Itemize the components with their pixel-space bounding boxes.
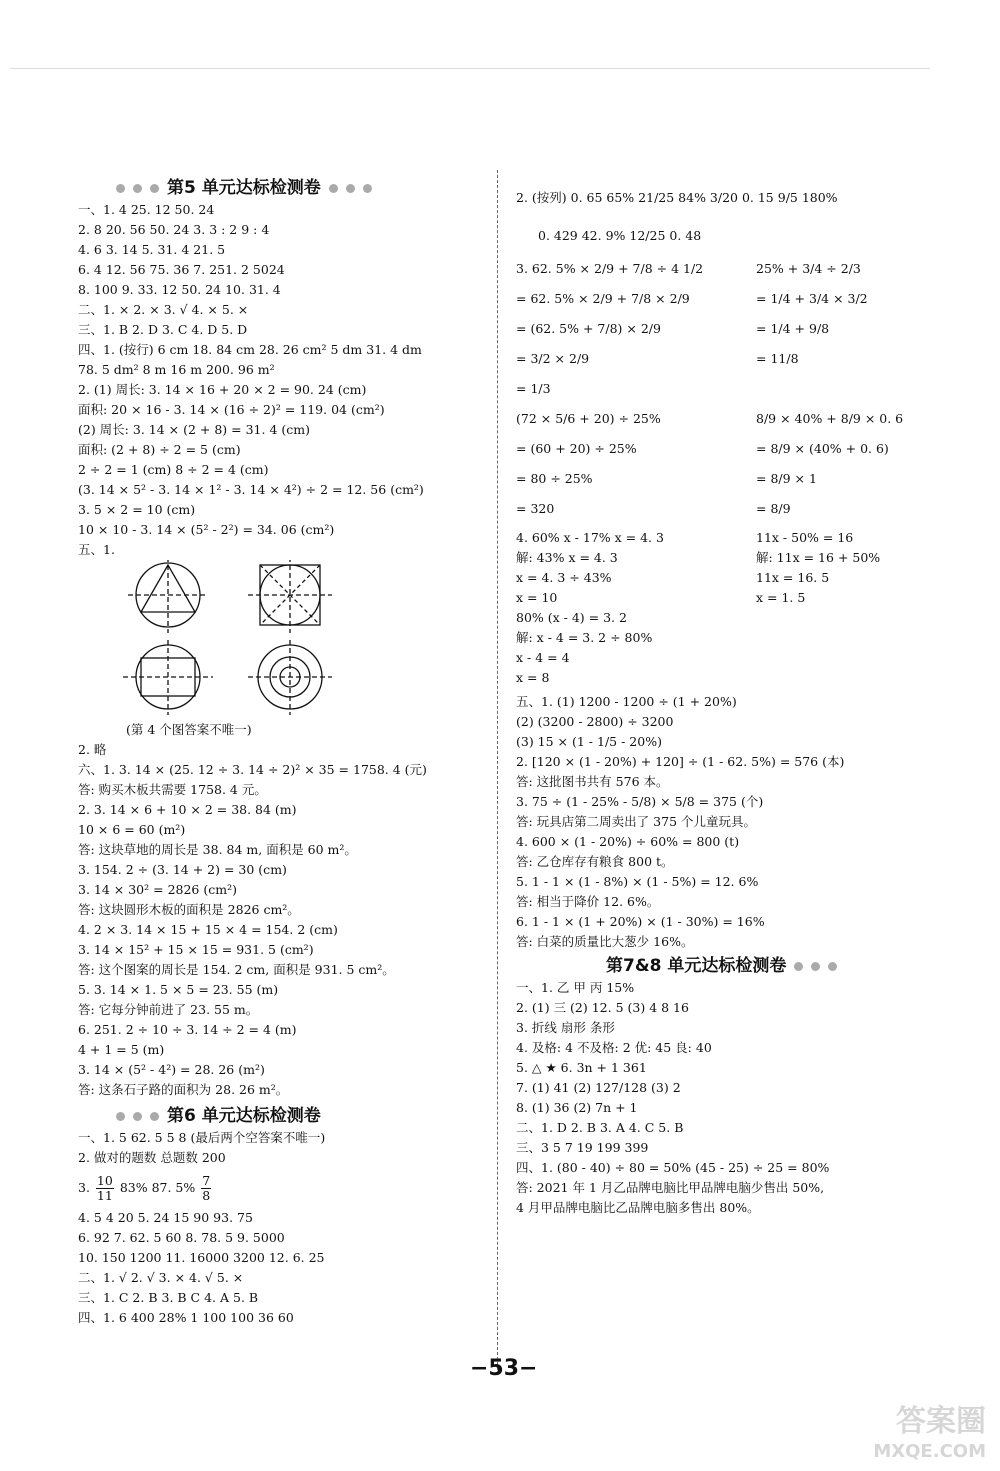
answer-line: 8. (1) 36 (2) 7n + 1	[516, 1100, 638, 1115]
page-number: −53−	[470, 1356, 538, 1381]
answer-line: 面积: (2 + 8) ÷ 2 = 5 (cm)	[78, 442, 241, 457]
answer-line: 二、1. √ 2. √ 3. × 4. √ 5. ×	[78, 1270, 244, 1285]
answer-line: 答: 这条石子路的面积为 28. 26 m²。	[78, 1082, 289, 1097]
answer-line: 2 ÷ 2 = 1 (cm) 8 ÷ 2 = 4 (cm)	[78, 462, 269, 477]
heading-dots-icon	[116, 1112, 159, 1121]
answer-line: 二、1. D 2. B 3. A 4. C 5. B	[516, 1120, 684, 1135]
answer-line: 6. 1 - 1 × (1 + 20%) × (1 - 30%) = 16%	[516, 914, 765, 929]
answer-line: 3. 154. 2 ÷ (3. 14 + 2) = 30 (cm)	[78, 862, 287, 877]
answer-line: 3. 5 × 2 = 10 (cm)	[78, 502, 196, 517]
answer-line: 7. (1) 41 (2) 127/128 (3) 2	[516, 1080, 681, 1095]
pair-row	[516, 568, 926, 588]
answer-line: 4 月甲品牌电脑比乙品牌电脑多售出 80%。	[516, 1200, 760, 1215]
right-step: = 8/9 × (40% + 0. 6)	[756, 441, 889, 456]
left-step: 解: 43% x = 4. 3	[516, 550, 618, 565]
answer-line: 答: 相当于降价 12. 6%。	[516, 894, 660, 909]
right-step: 解: 11x = 16 + 50%	[756, 550, 881, 565]
unit5-answers	[78, 200, 488, 540]
answer-line: 3. 14 × 30² = 2826 (cm²)	[78, 882, 237, 897]
left-step: = (62. 5% + 7/8) × 2/9	[516, 321, 661, 336]
answer-line: 4. 2 × 3. 14 × 15 + 15 × 4 = 154. 2 (cm)	[78, 922, 338, 937]
unit6-line: 2. 做对的题数 总题数 200	[78, 1150, 226, 1165]
column-divider	[497, 170, 498, 1370]
answer-line: 一、1. 乙 甲 丙 15%	[516, 980, 635, 995]
answer-line: 三、3 5 7 19 199 399	[516, 1140, 649, 1155]
pair-row	[516, 374, 926, 404]
pair-row	[516, 588, 926, 608]
left-step: (72 × 5/6 + 20) ÷ 25%	[516, 411, 661, 426]
answer-line: 答: 2021 年 1 月乙品牌电脑比甲品牌电脑少售出 50%,	[516, 1180, 825, 1195]
fraction: $\frac{10}{11}$	[96, 1173, 113, 1203]
left-step: 解: x - 4 = 3. 2 ÷ 80%	[516, 630, 653, 645]
pair-row	[516, 254, 926, 284]
answer-line: 二、1. × 2. × 3. √ 4. × 5. ×	[78, 302, 249, 317]
answer-line: 3. 14 × 15² + 15 × 15 = 931. 5 (cm²)	[78, 942, 314, 957]
answer-line: 5. 3. 14 × 1. 5 × 5 = 23. 55 (m)	[78, 982, 279, 997]
answer-line: 4. 5 4 20 5. 24 15 90 93. 75	[78, 1210, 253, 1225]
left-step: = 320	[516, 501, 555, 516]
answer-line: 5. △ ★ 6. 3n + 1 361	[516, 1060, 647, 1075]
answer-line: 8. 100 9. 33. 12 50. 24 10. 31. 4	[78, 282, 281, 297]
answer-line: 答: 这块草地的周长是 38. 84 m, 面积是 60 m²。	[78, 842, 357, 857]
answer-line: 答: 这批图书共有 576 本。	[516, 774, 669, 789]
application-block	[516, 692, 926, 952]
right-column	[516, 178, 926, 1218]
answer-line: 答: 乙仓库存有粮食 800 t。	[516, 854, 674, 869]
left-column	[78, 178, 488, 1328]
right-step: 25% + 3/4 ÷ 2/3	[756, 261, 861, 276]
answer-line: 2. (1) 三 (2) 12. 5 (3) 4 8 16	[516, 1000, 689, 1015]
answer-line: 四、1. 6 400 28% 1 100 100 36 60	[78, 1310, 294, 1325]
answer-line: 4. 6 3. 14 5. 31. 4 21. 5	[78, 242, 226, 257]
answer-line: 3. 14 × (5² - 4²) = 28. 26 (m²)	[78, 1062, 265, 1077]
right-step: x = 1. 5	[756, 590, 806, 605]
pair-row	[516, 344, 926, 374]
right-step: = 1/4 + 9/8	[756, 321, 830, 336]
answer-line: 答: 这块圆形木板的面积是 2826 cm²。	[78, 902, 300, 917]
answer-line: 四、1. (80 - 40) ÷ 80 = 50% (45 - 25) ÷ 25 = 80%	[516, 1160, 830, 1175]
left-step: 4. 60% x - 17% x = 4. 3	[516, 530, 664, 545]
unit6-title: 第6 单元达标检测卷	[167, 1106, 321, 1126]
right-line: 0. 429 42. 9% 12/25 0. 48	[538, 228, 702, 243]
answer-line: 4. 及格: 4 不及格: 2 优: 45 良: 40	[516, 1040, 712, 1055]
answer-line: 3. 折线 扇形 条形	[516, 1020, 615, 1035]
left-step: = 1/3	[516, 381, 551, 396]
left-step: 3. 62. 5% × 2/9 + 7/8 ÷ 4 1/2	[516, 261, 704, 276]
answer-line: 6. 4 12. 56 75. 36 7. 251. 2 5024	[78, 262, 285, 277]
answer-line: 2. 8 20. 56 50. 24 3. 3 : 2 9 : 4	[78, 222, 270, 237]
answer-line: 6. 251. 2 ÷ 10 ÷ 3. 14 ÷ 2 = 4 (m)	[78, 1022, 297, 1037]
right-line: 2. (按列) 0. 65 65% 21/25 84% 3/20 0. 15 9/5 180%	[516, 190, 838, 205]
right-step: = 8/9 × 1	[756, 471, 817, 486]
unit6-answers	[78, 1208, 488, 1328]
answer-line: 答: 白菜的质量比大葱少 16%。	[516, 934, 694, 949]
pair-row	[516, 548, 926, 568]
answer-line: 四、1. (按行) 6 cm 18. 84 cm 28. 26 cm² 5 dm 31. 4 dm	[78, 342, 422, 357]
answer-line: (2) (3200 - 2800) ÷ 3200	[516, 714, 674, 729]
answer-line: 5. 1 - 1 × (1 - 8%) × (1 - 5%) = 12. 6%	[516, 874, 759, 889]
answer-line: 2. 3. 14 × 6 + 10 × 2 = 38. 84 (m)	[78, 802, 297, 817]
pair-row	[516, 404, 926, 434]
heading-dots-icon	[116, 184, 159, 193]
left-step: = 80 ÷ 25%	[516, 471, 593, 486]
pair-row	[516, 494, 926, 524]
answer-line: 答: 它每分钟前进了 23. 55 m。	[78, 1002, 259, 1017]
left-step: = (60 + 20) ÷ 25%	[516, 441, 637, 456]
geometry-figures-icon	[108, 560, 438, 720]
answer-line: (3) 15 × (1 - 1/5 - 20%)	[516, 734, 662, 749]
answer-line: (3. 14 × 5² - 3. 14 × 1² - 3. 14 × 4²) ÷ 2 = 12. 56 (cm²)	[78, 482, 424, 497]
pair-row	[516, 648, 926, 668]
answer-line: 6. 92 7. 62. 5 60 8. 78. 5 9. 5000	[78, 1230, 285, 1245]
left-step: x = 4. 3 ÷ 43%	[516, 570, 612, 585]
unit5-title: 第5 单元达标检测卷	[167, 178, 321, 198]
left-step: = 62. 5% × 2/9 + 7/8 × 2/9	[516, 291, 690, 306]
answer-line: 一、1. 4 25. 12 50. 24	[78, 202, 215, 217]
right-step: 11x - 50% = 16	[756, 530, 854, 545]
right-step: = 8/9	[756, 501, 791, 516]
left-step: x = 8	[516, 670, 550, 685]
answer-line: 答: 购买木板共需要 1758. 4 元。	[78, 782, 267, 797]
answer-line: 答: 这个图案的周长是 154. 2 cm, 面积是 931. 5 cm²。	[78, 962, 395, 977]
pair-row	[516, 608, 926, 628]
left-step: 80% (x - 4) = 3. 2	[516, 610, 627, 625]
pair-row	[516, 314, 926, 344]
answer-line: 4 + 1 = 5 (m)	[78, 1042, 165, 1057]
geometry-figures	[78, 560, 488, 720]
right-step: = 11/8	[756, 351, 799, 366]
equation-block	[516, 528, 926, 688]
answer-line: 10 × 6 = 60 (m²)	[78, 822, 186, 837]
calc-block	[516, 254, 926, 524]
heading-dots-icon	[794, 962, 837, 971]
heading-dots-icon	[329, 184, 372, 193]
pair-row	[516, 668, 926, 688]
answer-line: 2. [120 × (1 - 20%) + 120] ÷ (1 - 62. 5%) = 576 (本)	[516, 754, 845, 769]
answer-line: 六、1. 3. 14 × (25. 12 ÷ 3. 14 ÷ 2)² × 35 = 1758. 4 (元)	[78, 762, 427, 777]
answer-line: 10. 150 1200 11. 16000 3200 12. 6. 25	[78, 1250, 325, 1265]
figure-note: (第 4 个图答案不唯一)	[126, 722, 252, 737]
answer-line: 4. 600 × (1 - 20%) ÷ 60% = 800 (t)	[516, 834, 740, 849]
unit6-heading	[116, 1106, 488, 1126]
fraction: $\frac{7}{8}$	[202, 1173, 211, 1203]
left-step: = 3/2 × 2/9	[516, 351, 590, 366]
left-step: x - 4 = 4	[516, 650, 570, 665]
unit5-answers-cont	[78, 740, 488, 1100]
answer-line: 答: 玩具店第二周卖出了 375 个儿童玩具。	[516, 814, 756, 829]
unit78-answers	[516, 978, 926, 1218]
answer-line: 10 × 10 - 3. 14 × (5² - 2²) = 34. 06 (cm²)	[78, 522, 335, 537]
answer-line: 五、1. (1) 1200 - 1200 ÷ (1 + 20%)	[516, 694, 737, 709]
answer-line: (2) 周长: 3. 14 × (2 + 8) = 31. 4 (cm)	[78, 422, 310, 437]
pair-row	[516, 464, 926, 494]
answer-line: 3. 75 ÷ (1 - 25% - 5/8) × 5/8 = 375 (个)	[516, 794, 764, 809]
right-step: 11x = 16. 5	[756, 570, 830, 585]
answer-line: 78. 5 dm² 8 m 16 m 200. 96 m²	[78, 362, 275, 377]
unit5-heading	[116, 178, 488, 198]
answer-line: 三、1. B 2. D 3. C 4. D 5. D	[78, 322, 248, 337]
watermark: 答案圈 MXQE.COM	[873, 1404, 986, 1462]
unit6-line-fractions: 3. $\frac{10}{11}$ 83% 87. 5% $\frac{7}{8}$	[78, 1173, 211, 1203]
pair-row	[516, 528, 926, 548]
pair-row	[516, 628, 926, 648]
unit78-heading	[606, 956, 926, 976]
answer-line: 面积: 20 × 16 - 3. 14 × (16 ÷ 2)² = 119. 04 (cm²)	[78, 402, 385, 417]
left-step: x = 10	[516, 590, 558, 605]
answer-line: 三、1. C 2. B 3. B C 4. A 5. B	[78, 1290, 259, 1305]
pair-row	[516, 434, 926, 464]
unit6-line: 一、1. 5 62. 5 5 8 (最后两个空答案不唯一)	[78, 1130, 326, 1145]
answer-line: 2. (1) 周长: 3. 14 × 16 + 20 × 2 = 90. 24 (cm)	[78, 382, 367, 397]
answer-line: 2. 略	[78, 742, 107, 757]
five-label: 五、1.	[78, 542, 115, 557]
right-step: = 1/4 + 3/4 × 3/2	[756, 291, 868, 306]
unit78-title: 第7&8 单元达标检测卷	[606, 956, 787, 976]
right-step: 8/9 × 40% + 8/9 × 0. 6	[756, 411, 904, 426]
pair-row	[516, 284, 926, 314]
